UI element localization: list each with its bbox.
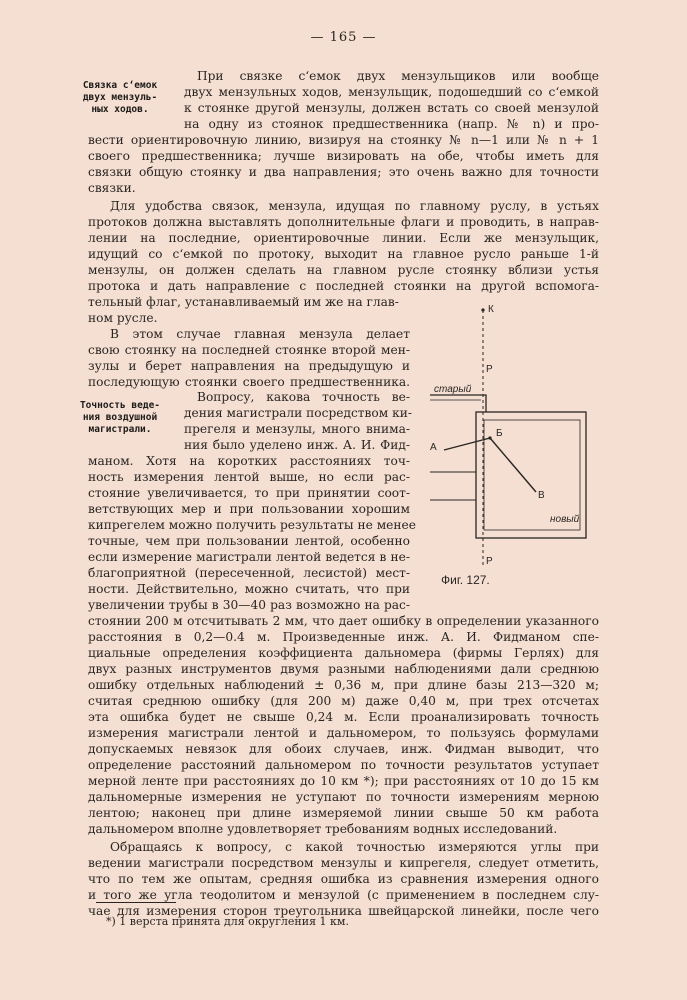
text-line: лении на последние, ориентировочные линии. Если же мензульщик,: [88, 231, 599, 245]
footnote: *) 1 верста принята для округления 1 км.: [106, 915, 349, 928]
text-line: ность измерения лентой выше, но если рас-: [88, 470, 410, 484]
label-v: В: [538, 490, 545, 501]
text-line: ведении магистрали посредством мензулы и кипрегеля, следует отметить,: [88, 856, 599, 870]
text-line: ности. Действительно, можно считать, что при: [88, 582, 410, 596]
text-line: измерения магистрали лентой и дальномером, то пользуясь формулами: [88, 726, 599, 740]
text-line: точные, чем при пользовании лентой, особенно: [88, 534, 410, 548]
text-line: свою стоянку на последней стоянке второй мен-: [88, 343, 410, 357]
label-p-bottom: Р: [486, 556, 493, 567]
text-line: идущий со с‘емкой по протоку, выходит на главное русло раньше 1-й: [88, 247, 599, 261]
text-line: своего предшественника; лучше визировать на обе, чтобы иметь для: [88, 149, 599, 163]
text-line: ветствующих мер и при пользовании хорошим: [88, 502, 410, 516]
text-line: к стоянке другой мензулы, должен встать со своей мензулой: [184, 101, 599, 115]
text-line: дальномерные измерения не уступают по точности измерениям мерною: [88, 790, 599, 804]
sidenote-svyazka: Связка с‘емок двух мензуль- ных ходов.: [82, 80, 158, 115]
label-a: А: [430, 442, 437, 453]
text-line: дальномером вполне удовлетворяет требованиям водных исследований.: [88, 822, 558, 836]
text-line: лентою; наконец при длине измеряемой линии свыше 50 км работа: [88, 806, 599, 820]
text-line: двух разных инструментов двумя разными наблюдениями дали среднюю: [88, 662, 599, 676]
text-line: если измерение магистрали лентой ведется в не-: [88, 550, 410, 564]
text-line: что по тем же опытам, средняя ошибка из сравнения измерения одного: [88, 872, 599, 886]
text-line: протока и дать направление с последней стоянки на другой вспомога-: [88, 279, 599, 293]
label-b: Б: [496, 428, 503, 439]
text-line: мерной ленте при расстояниях до 10 км *); при расстояниях от 10 до 15 км: [88, 774, 599, 788]
text-line: Для удобства связок, мензула, идущая по главному руслу, в устьях: [110, 199, 599, 213]
text-line: вести ориентировочную линию, визируя на стоянку № n—1 или № n + 1: [88, 133, 599, 147]
text-line: связки.: [88, 181, 136, 195]
text-line: стояние увеличивается, то при принятии соот-: [88, 486, 410, 500]
label-stary: старый: [434, 384, 472, 395]
text-line: стоянии 200 м отсчитывать 2 мм, что дает ошибку в определении указанного: [88, 614, 599, 628]
text-line: дения магистрали посредством ки-: [184, 406, 412, 420]
page-number: — 165 —: [310, 30, 377, 45]
text-line: увеличении трубы в 30—40 раз возможно на рас-: [88, 598, 410, 612]
sidenote-tochnost: Точность веде- ния воздушной магистрали.: [79, 400, 161, 435]
label-p-top: Р: [486, 364, 493, 375]
label-novy: новый: [550, 514, 580, 525]
footnote-rule: [96, 902, 176, 903]
text-line: расстояния в 0,2—0.4 м. Произведенные инж. А. И. Фидманом спе-: [88, 630, 599, 644]
line-b-v: [490, 438, 536, 492]
text-line: циальные определения коэффициента дальномера (фирмы Герлях) для: [88, 646, 599, 660]
text-line: прегеля и мензулы, много внима-: [184, 422, 410, 436]
text-line: и того же угла теодолитом и мензулой (с применением в последнем слу-: [88, 888, 599, 902]
text-line: ошибку отдельных наблюдений ± 0,36 м, при длине базы 213—320 м;: [88, 678, 599, 692]
figure-caption: Фиг. 127.: [441, 573, 490, 587]
text-line: ния было уделено инж. А. И. Фид-: [184, 438, 410, 452]
text-line: кипрегелем можно получить результаты не менее: [88, 518, 416, 532]
text-line: Обращаясь к вопросу, с какой точностью измеряются углы при: [110, 840, 599, 854]
text-line: При связке с‘емок двух мензульщиков или вообще: [197, 69, 599, 83]
text-line: Вопросу, какова точность ве-: [197, 390, 410, 404]
figure-127-diagram: [416, 300, 606, 600]
text-line: определение расстояний дальномером по точности результатов уступает: [88, 758, 599, 772]
text-line: считая среднюю ошибку (для 200 м) даже 0,40 м, при трех отсчетах: [88, 694, 599, 708]
text-line: на одну из стоянок предшественника (напр. № n) и про-: [184, 117, 599, 131]
text-line: протоков должна выставлять дополнительные флаги и проводить, в направ-: [88, 215, 599, 229]
text-line: маном. Хотя на коротких расстояниях точ-: [88, 454, 410, 468]
text-line: благоприятной (пересеченной, лесистой) мест-: [88, 566, 410, 580]
text-line: зулы и берет направления на предыдущую и: [88, 359, 410, 373]
text-line: мензулы, он должен сделать на главном русле стоянку вблизи устья: [88, 263, 599, 277]
label-k: К: [488, 304, 494, 315]
text-line: двух мензульных ходов, мензульщик, подошедший со с‘емкой: [184, 85, 599, 99]
text-line: ном русле.: [88, 311, 158, 325]
text-line: эта ошибка будет не свыше 0,24 м. Если проанализировать точность: [88, 710, 599, 724]
text-line: допускаемых невязок для обоих случаев, инж. Фидман выводит, что: [88, 742, 599, 756]
text-line: связки общую стоянку и два направления; это очень важно для точности: [88, 165, 599, 179]
point-k: [481, 308, 484, 311]
old-boundary: [430, 395, 486, 412]
text-line: чае для измерения сторон треугольника швейцарской линейки, после чего: [88, 904, 599, 918]
text-line: тельный флаг, устанавливаемый им же на глав-: [88, 295, 399, 309]
point-b: [488, 436, 491, 439]
text-line: последующую стоянки своего предшественника.: [88, 375, 410, 389]
text-line: В этом случае главная мензула делает: [110, 327, 410, 341]
figure-127: [416, 300, 606, 600]
